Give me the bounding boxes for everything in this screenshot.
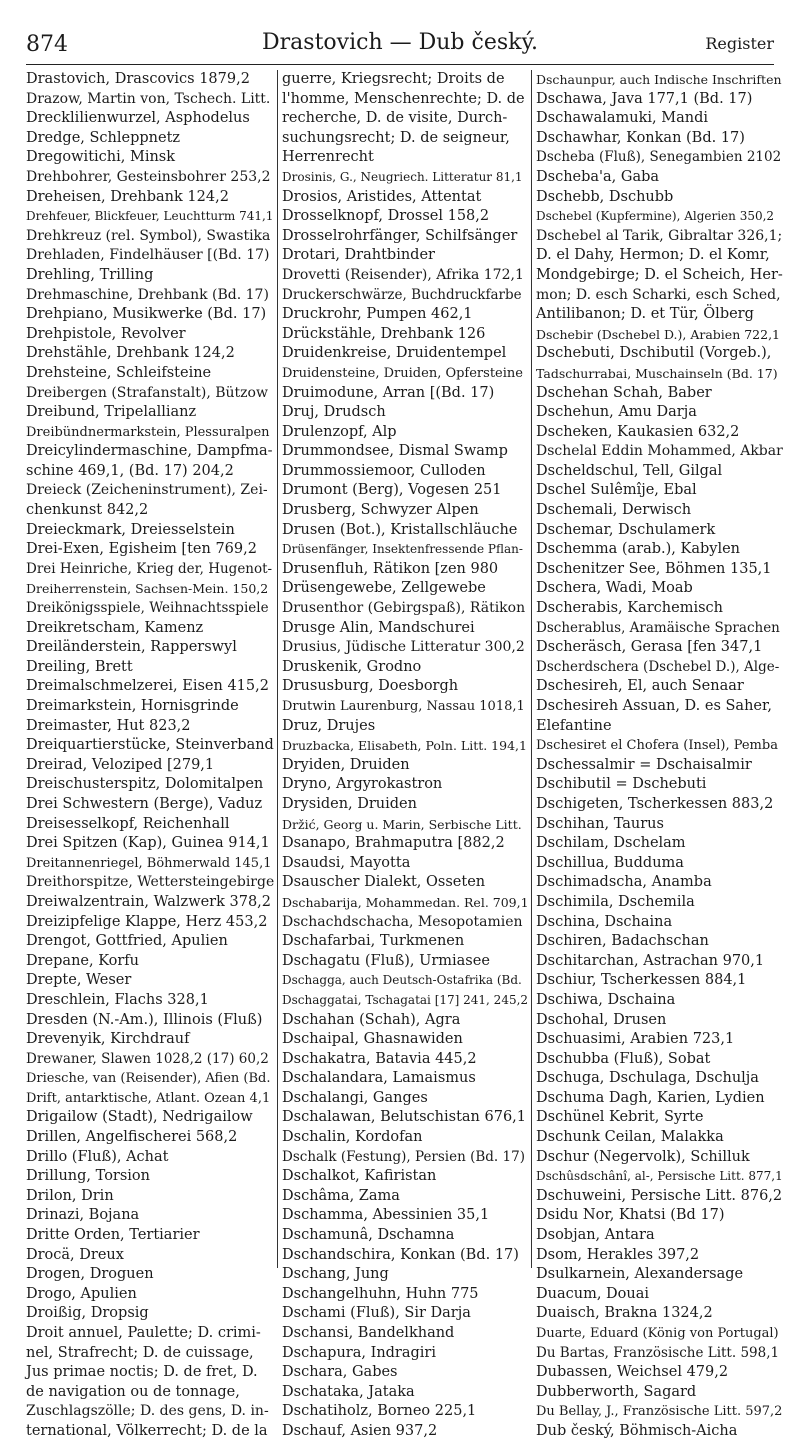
index-entry: Mondgebirge; D. el Scheich, Her- (536, 266, 783, 283)
index-entry: Dschuweini, Persische Litt. 876,2 (536, 1187, 783, 1204)
index-entry: Dschilam, Dschelam (536, 835, 686, 852)
index-entry: Drehling, Trilling (26, 266, 154, 283)
index-entry: Druidensteine, Druiden, Opfersteine (282, 365, 523, 381)
index-entry: Dryiden, Druiden (282, 756, 410, 773)
index-entry: D. el Dahy, Hermon; D. el Komr, (536, 247, 770, 264)
index-entry: Dreisesselkopf, Reichenhall (26, 815, 230, 832)
index-entry: Dschabarija, Mohammedan. Rel. 709,1 (282, 894, 529, 910)
index-entry: Dschagatu (Fluß), Urmiasee (282, 952, 490, 969)
index-entry: Dscherablus, Aramäische Sprachen (536, 619, 780, 636)
index-entry: Drastovich, Drascovics 1879,2 (26, 71, 250, 87)
index-entry: Dschataka, Jataka (282, 1383, 415, 1400)
index-entry: Dschamunâ, Dschamna (282, 1227, 455, 1244)
column-divider (277, 70, 278, 1268)
index-entry: Drepane, Korfu (26, 952, 140, 969)
index-entry: Drusenfluh, Rätikon [zen 980 (282, 560, 499, 577)
index-entry: Dreiländerstein, Rapperswyl (26, 639, 237, 656)
index-entry: Drengot, Gottfried, Apulien (26, 933, 228, 950)
index-entry: Dsanapo, Brahmaputra [882,2 (282, 835, 505, 852)
column-2 (282, 70, 529, 1439)
index-entry: Dschafarbai, Turkmenen (282, 933, 465, 950)
index-entry: Dreieck (Zeicheninstrument), Zei- (26, 482, 268, 499)
index-entry: Drovetti (Reisender), Afrika 172,1 (282, 266, 524, 283)
index-entry: Dreimalschmelzerei, Eisen 415,2 (26, 678, 269, 695)
index-entry: Dschapura, Indragiri (282, 1344, 436, 1361)
page-number: 874 (26, 32, 68, 57)
index-entry: Dreheisen, Drehbank 124,2 (26, 188, 229, 205)
index-entry: Drehstähle, Drehbank 124,2 (26, 345, 235, 362)
index-entry: Drillo (Fluß), Achat (26, 1148, 169, 1165)
index-entry: chenkunst 842,2 (26, 502, 149, 519)
index-entry: Dschina, Dschaina (536, 913, 673, 930)
index-entry: Dreiwalzentrain, Walzwerk 378,2 (26, 893, 272, 910)
index-entry: Dschillua, Budduma (536, 854, 684, 871)
index-entry: Drazow, Martin von, Tschech. Litt. (26, 90, 271, 107)
index-entry: Dubberworth, Sagard (536, 1383, 697, 1400)
index-entry: Drutwin Laurenburg, Nassau 1018,1 (282, 699, 525, 714)
index-entry: Dreschlein, Flachs 328,1 (26, 991, 209, 1008)
index-entry: Dschahan (Schah), Agra (282, 1011, 461, 1028)
index-entry: Dreieckmark, Dreiesselstein (26, 521, 235, 538)
index-entry: Dschebel (Kupfermine), Algerien 350,2 (536, 209, 775, 224)
index-entry: Dschachdschacha, Mesopotamien (282, 913, 523, 930)
index-entry: Dschaunpur, auch Indische Inschriften (536, 72, 782, 87)
index-entry: Drift, antarktische, Atlant. Ozean 4,1 (26, 1090, 271, 1106)
index-entry: Dreimarkstein, Hornisgrinde (26, 698, 239, 714)
index-entry: schine 469,1, (Bd. 17) 204,2 (26, 462, 234, 479)
index-entry: Dschehun, Amu Darja (536, 404, 697, 421)
index-entry: Drillung, Torsion (26, 1168, 151, 1185)
page-header (26, 30, 774, 64)
index-entry: Dsulkarnein, Alexandersage (536, 1266, 744, 1283)
index-entry: Dschunk Ceilan, Malakka (536, 1129, 724, 1146)
index-entry: Drosios, Aristides, Attentat (282, 188, 482, 205)
index-entry: Dschesireh, El, auch Senaar (536, 678, 744, 695)
index-entry: Dschera, Wadi, Moab (536, 580, 693, 597)
index-entry: Dschuasimi, Arabien 723,1 (536, 1031, 735, 1048)
index-entry: Drei-Exen, Egisheim [ten 769,2 (26, 541, 257, 558)
index-entry: Dschaggatai, Tschagatai [17] 241, 245,2 (282, 992, 529, 1007)
index-entry: Dub český, Böhmisch-Aicha (536, 1422, 738, 1439)
index-entry: Dsidu Nor, Khatsi (Bd 17) (536, 1207, 725, 1224)
index-entry: Drummondsee, Dismal Swamp (282, 443, 508, 460)
index-entry: Drehbohrer, Gesteinsbohrer 253,2 (26, 168, 271, 185)
running-title: Drastovich — Dub český. (262, 30, 538, 55)
index-entry: Dschang, Jung (282, 1266, 389, 1283)
column-1 (26, 70, 275, 1439)
index-entry: Drusberg, Schwyzer Alpen (282, 502, 479, 519)
index-entry: Antilibanon; D. et Tür, Ölberg (536, 306, 754, 323)
index-entry: Dschehan Schah, Baber (536, 384, 712, 401)
index-entry: Drogen, Droguen (26, 1266, 154, 1283)
index-entry: Dschebb, Dschubb (536, 188, 674, 205)
index-entry: Drei Spitzen (Kap), Guinea 914,1 (26, 835, 270, 852)
index-entry: Droißig, Dropsig (26, 1305, 149, 1322)
index-entry: Driesche, van (Reisender), Afien (Bd. (26, 1071, 271, 1087)
index-entry: mon; D. esch Scharki, esch Sched, (536, 286, 781, 303)
index-entry: Drysiden, Druiden (282, 795, 417, 812)
index-entry: Drosinis, G., Neugriech. Litteratur 81,1 (282, 169, 523, 184)
index-entry: Druidenkreise, Druidentempel (282, 345, 507, 362)
index-entry: Dschatiholz, Borneo 225,1 (282, 1403, 477, 1420)
index-entry: Dscherabis, Karchemisch (536, 600, 723, 617)
index-entry: Dreiherrenstein, Sachsen-Mein. 150,2 (26, 581, 269, 597)
index-entry: Drehfeuer, Blickfeuer, Leuchtturm 741,1 (26, 209, 274, 224)
index-entry: Dschalkot, Kafiristan (282, 1168, 437, 1185)
index-entry: Dschubba (Fluß), Sobat (536, 1050, 711, 1067)
index-entry: Dschakatra, Batavia 445,2 (282, 1050, 477, 1067)
index-entry: Dschalk (Festung), Persien (Bd. 17) (282, 1148, 525, 1165)
index-entry: Dschesiret el Chofera (Insel), Pemba (536, 738, 778, 754)
index-entry: Dreischusterspitz, Dolomitalpen (26, 776, 264, 793)
index-entry: Drusge Alin, Mandschurei (282, 619, 475, 636)
index-entry: Dreiling, Brett (26, 658, 133, 675)
index-entry: Dschuma Dagh, Karien, Lydien (536, 1089, 765, 1106)
header-rule (26, 64, 774, 65)
index-entry: Dschiwa, Dschaina (536, 991, 676, 1008)
index-entry: Dschebir (Dschebel D.), Arabien 722,1 (536, 326, 781, 342)
index-entry: Duacum, Douai (536, 1285, 650, 1302)
index-entry: Dreitannenriegel, Böhmerwald 145,1 (26, 855, 272, 871)
index-entry: Dschara, Gabes (282, 1364, 398, 1381)
index-entry: Drillen, Angelfischerei 568,2 (26, 1129, 238, 1146)
index-entry: Drehsteine, Schleifsteine (26, 364, 212, 381)
index-entry: Drehpiano, Musikwerke (Bd. 17) (26, 306, 267, 323)
index-entry: Dregowitichi, Minsk (26, 149, 176, 166)
index-entry: Drüsengewebe, Zellgewebe (282, 580, 486, 597)
index-entry: Drususburg, Doesborgh (282, 678, 459, 695)
index-entry: Drinazi, Bojana (26, 1207, 140, 1224)
index-entry: Dschiur, Tscherkessen 884,1 (536, 972, 747, 989)
index-entry: Dschimila, Dschemila (536, 893, 695, 910)
index-entry: Dschâma, Zama (282, 1187, 400, 1204)
index-entry: suchungsrecht; D. de seigneur, (282, 129, 510, 146)
index-entry: Drüsenfänger, Insektenfressende Pflan- (282, 542, 523, 557)
index-entry: Drusenthor (Gebirgspaß), Rätikon (282, 600, 526, 617)
index-entry: Dschitarchan, Astrachan 970,1 (536, 952, 765, 969)
index-entry: Dschemar, Dschulamerk (536, 521, 716, 538)
index-entry: Druimodune, Arran [(Bd. 17) (282, 384, 495, 401)
index-entry: Dreimaster, Hut 823,2 (26, 717, 191, 734)
index-entry: Dschawhar, Konkan (Bd. 17) (536, 129, 745, 146)
index-entry: Drosselknopf, Drossel 158,2 (282, 208, 490, 225)
index-entry: Dschemma (arab.), Kabylen (536, 541, 741, 558)
index-entry: Elefantine (536, 717, 612, 734)
index-entry: Dreiquartierstücke, Steinverband (26, 737, 274, 754)
index-entry: Dschagga, auch Deutsch-Ostafrika (Bd. (282, 973, 522, 988)
index-entry: Dreikretscham, Kamenz (26, 619, 204, 636)
index-entry: Dschauf, Asien 937,2 (282, 1422, 438, 1439)
index-entry: Druskenik, Grodno (282, 658, 422, 675)
index-entry: Drilon, Drin (26, 1187, 114, 1204)
index-entry: Dschalangi, Ganges (282, 1089, 428, 1106)
column-divider (531, 70, 532, 1268)
index-entry: Dschansi, Bandelkhand (282, 1325, 455, 1341)
index-entry: Tadschurrabai, Muschainseln (Bd. 17) (536, 365, 778, 381)
index-entry: Dscheldschul, Tell, Gilgal (536, 462, 723, 479)
index-entry: Drevenyik, Kirchdrauf (26, 1031, 190, 1048)
index-entry: Druzbacka, Elisabeth, Poln. Litt. 194,1 (282, 738, 527, 754)
index-entry: Drehladen, Findelhäuser [(Bd. 17) (26, 247, 270, 264)
index-entry: Drewaner, Slawen 1028,2 (17) 60,2 (26, 1050, 269, 1067)
index-entry: Du Bellay, J., Französische Litt. 597,2 (536, 1404, 783, 1420)
index-entry: Drecklilienwurzel, Asphodelus (26, 110, 250, 127)
index-entry: Dreibündnermarkstein, Plessuralpen (26, 424, 270, 440)
index-entry: Droit annuel, Paulette; D. crimi- (26, 1325, 261, 1341)
index-entry: Dscheba'a, Gaba (536, 168, 660, 185)
index-entry: Drei Heinriche, Krieg der, Hugenot- (26, 560, 273, 577)
index-entry: Drocä, Dreux (26, 1246, 124, 1263)
index-entry: Dschandschira, Konkan (Bd. 17) (282, 1246, 519, 1263)
index-entry: Dschessalmir = Dschaisalmir (536, 756, 752, 773)
index-entry: Dscheräsch, Gerasa [fen 347,1 (536, 639, 763, 656)
index-entry: Dreicylindermaschine, Dampfma- (26, 443, 273, 460)
index-entry: Dschûsdschânî, al-, Persische Litt. 877,1 (536, 1169, 783, 1184)
index-entry: Dsaudsi, Mayotta (282, 854, 411, 871)
index-entry: Zuschlagszölle; D. des gens, D. in- (26, 1403, 269, 1420)
index-entry: ternational, Völkerrecht; D. de la (26, 1422, 268, 1439)
index-entry: Drepte, Weser (26, 972, 132, 989)
index-entry: Dschibutil = Dschebuti (536, 776, 707, 793)
index-entry: Dschemali, Derwisch (536, 502, 692, 519)
index-entry: guerre, Kriegsrecht; Droits de (282, 71, 505, 87)
index-entry: Dschawa, Java 177,1 (Bd. 17) (536, 90, 753, 107)
index-entry: Dreithorspitze, Wettersteingebirge (26, 874, 275, 891)
index-entry: Dschami (Fluß), Sir Darja (282, 1305, 471, 1322)
index-entry: Druj, Drudsch (282, 404, 386, 421)
index-entry: Dreibergen (Strafanstalt), Bützow (26, 384, 268, 401)
index-entry: Dschawalamuki, Mandi (536, 110, 708, 127)
index-entry: Drulenzopf, Alp (282, 423, 397, 440)
index-entry: Du Bartas, Französische Litt. 598,1 (536, 1344, 780, 1361)
index-entry: Dschesireh Assuan, D. es Saher, (536, 698, 772, 714)
index-entry: Dritte Orden, Tertiarier (26, 1227, 200, 1244)
index-entry: Dubassen, Weichsel 479,2 (536, 1364, 729, 1381)
index-entry: Jus primae noctis; D. de fret, D. (26, 1364, 258, 1381)
index-entry: Drückstähle, Drehbank 126 (282, 325, 486, 342)
index-entry: Dschur (Negervolk), Schilluk (536, 1148, 750, 1165)
index-entry: Drotari, Drahtbinder (282, 247, 435, 264)
index-entry: Dsobjan, Antara (536, 1227, 655, 1244)
index-entry: Drehpistole, Revolver (26, 325, 186, 342)
index-entry: Dschohal, Drusen (536, 1011, 667, 1028)
index-entry: Držić, Georg u. Marin, Serbische Litt. (282, 816, 522, 832)
index-entry: Dschünel Kebrit, Syrte (536, 1109, 704, 1126)
index-entry: Duaisch, Brakna 1324,2 (536, 1305, 713, 1322)
section-label: Register (705, 34, 774, 53)
index-entry: Drummossiemoor, Culloden (282, 462, 486, 479)
index-entry: de navigation ou de tonnage, (26, 1383, 240, 1400)
index-entry: Dryno, Argyrokastron (282, 776, 443, 793)
column-3 (536, 70, 783, 1439)
index-entry: Dschangelhuhn, Huhn 775 (282, 1285, 479, 1302)
index-entry: Dreirad, Veloziped [279,1 (26, 756, 215, 773)
index-entry: Dschebel al Tarik, Gibraltar 326,1; (536, 227, 783, 244)
index-entry: Dschimadscha, Anamba (536, 874, 712, 891)
index-entry: Dsom, Herakles 397,2 (536, 1246, 700, 1263)
index-entry: Drei Schwestern (Berge), Vaduz (26, 795, 263, 812)
index-entry: Dschelal Eddin Mohammed, Akbar (536, 443, 783, 460)
index-entry: Dschihan, Taurus (536, 815, 664, 832)
index-entry: Dreizipfelige Klappe, Herz 453,2 (26, 913, 268, 930)
index-entry: Dschebuti, Dschibutil (Vorgeb.), (536, 345, 772, 362)
index-entry: Dsauscher Dialekt, Osseten (282, 874, 486, 891)
index-entry: Druz, Drujes (282, 717, 376, 734)
index-entry: Dschalandara, Lamaismus (282, 1070, 476, 1087)
index-entry: Duarte, Eduard (König von Portugal) (536, 1326, 779, 1341)
index-entry: Drogo, Apulien (26, 1285, 137, 1302)
index-entry: Dschaipal, Ghasnawiden (282, 1031, 463, 1048)
index-entry: Drosselrohrfänger, Schilfsänger (282, 227, 518, 244)
index-entry: Druckrohr, Pumpen 462,1 (282, 306, 473, 323)
index-entry: Dschamma, Abessinien 35,1 (282, 1207, 490, 1224)
index-entry: Dresden (N.-Am.), Illinois (Fluß) (26, 1011, 263, 1028)
index-entry: Dschenitzer See, Böhmen 135,1 (536, 560, 772, 577)
index-entry: Drehkreuz (rel. Symbol), Swastika (26, 227, 271, 244)
index-entry: Drumont (Berg), Vogesen 251 (282, 482, 502, 499)
index-entry: Dschel Sulêmîje, Ebal (536, 482, 697, 499)
index-entry: Dscherdschera (Dschebel D.), Alge- (536, 658, 780, 675)
index-entry: Dschiren, Badachschan (536, 933, 709, 950)
index-entry: nel, Strafrecht; D. de cuissage, (26, 1344, 254, 1361)
index-entry: Dreikönigsspiele, Weihnachtsspiele (26, 600, 269, 617)
index-entry: Dscheba (Fluß), Senegambien 2102 (536, 149, 782, 166)
index-entry: Dschalin, Kordofan (282, 1129, 423, 1146)
index-entry: Dschigeten, Tscherkessen 883,2 (536, 795, 774, 812)
index-entry: Drehmaschine, Drehbank (Bd. 17) (26, 286, 269, 303)
index-entry: Dscheken, Kaukasien 632,2 (536, 423, 740, 440)
index-entry: Herrenrecht (282, 149, 374, 166)
index-entry: Dschalawan, Belutschistan 676,1 (282, 1109, 527, 1126)
index-entry: Dreibund, Tripelallianz (26, 404, 197, 421)
index-entry: Dredge, Schleppnetz (26, 129, 181, 146)
index-entry: Drusen (Bot.), Kristallschläuche (282, 521, 518, 538)
index-entry: Druckerschwärze, Buchdruckfarbe (282, 286, 522, 303)
index-entry: recherche, D. de visite, Durch- (282, 110, 508, 127)
index-entry: Drigailow (Stadt), Nedrigailow (26, 1109, 253, 1126)
index-entry: l'homme, Menschenrechte; D. de (282, 90, 525, 107)
index-entry: Dschuga, Dschulaga, Dschulja (536, 1070, 759, 1087)
index-entry: Drusius, Jüdische Litteratur 300,2 (282, 639, 525, 656)
